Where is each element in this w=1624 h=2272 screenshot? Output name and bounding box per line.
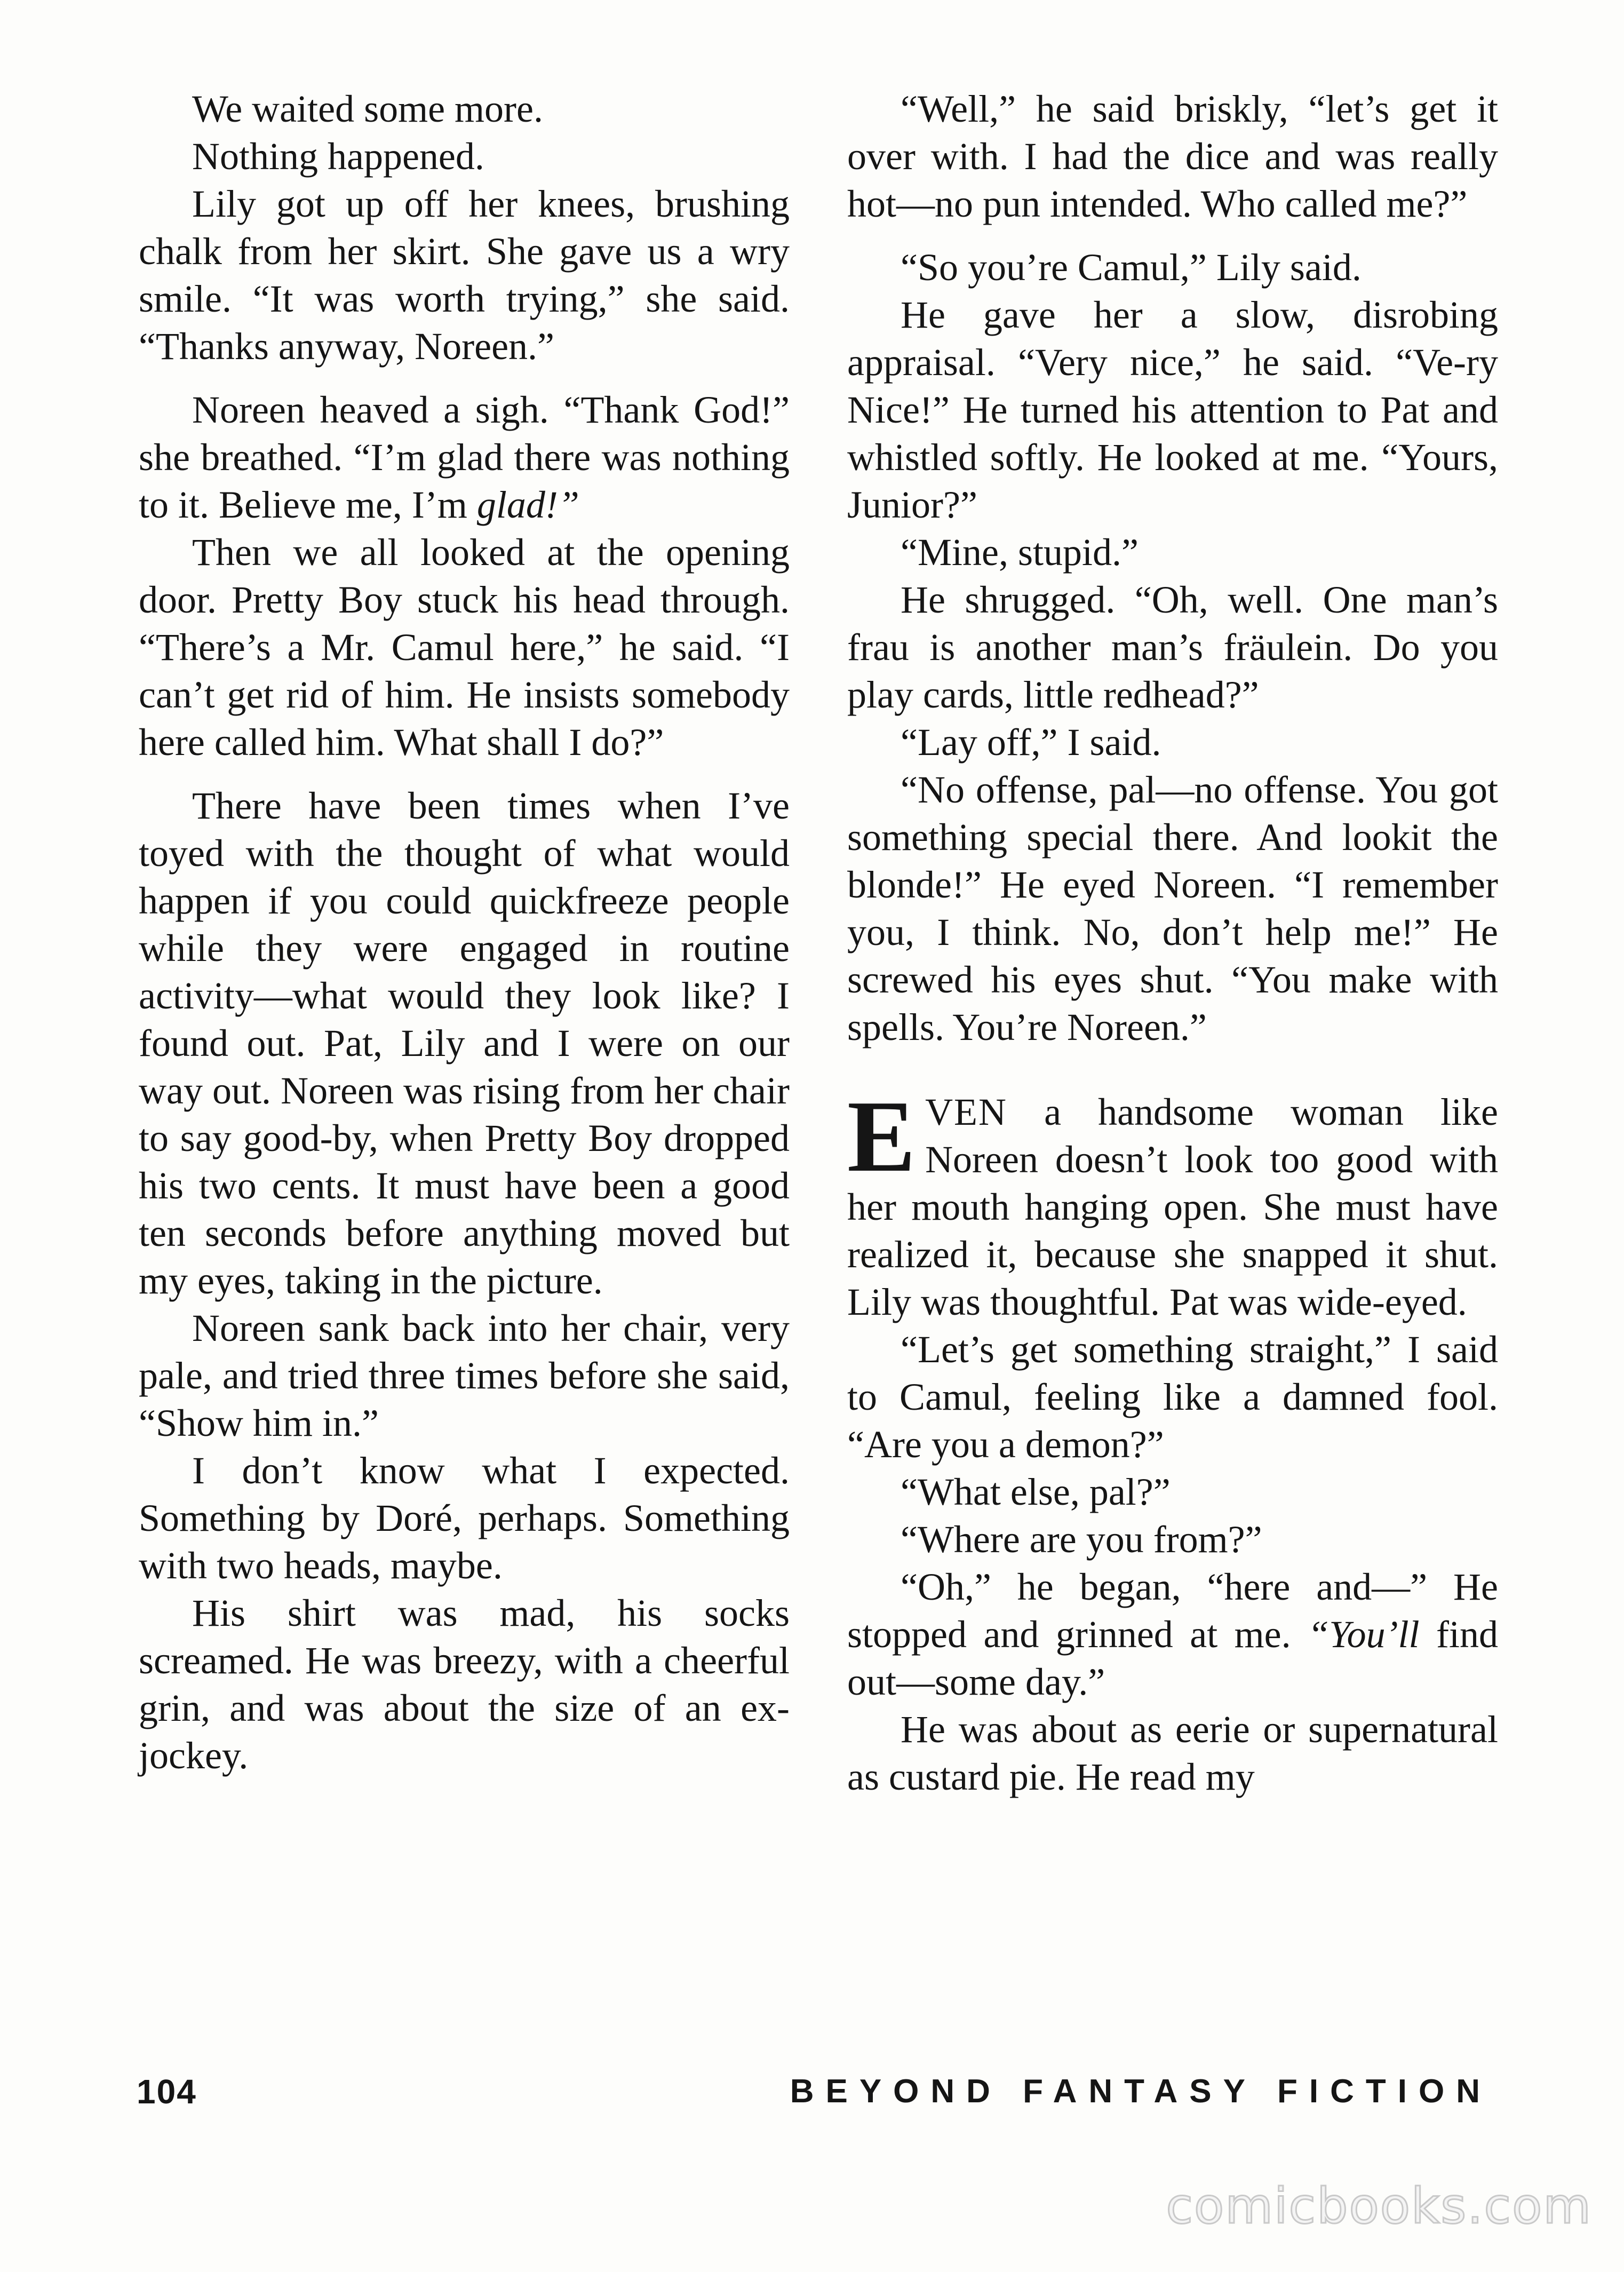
paragraph: Nothing happened. (192, 135, 484, 178)
paragraph-text: Noreen heaved a sigh. “Thank God!” she breathed. “I’m glad there was nothing to it. Believe me, I’m (139, 388, 790, 526)
paragraph: “Lay off,” I said. (901, 721, 1161, 764)
paragraph-text: a handsome woman like Noreen doesn’t look too good with her mouth hanging open. She must have realized it, because she snapped it shut. Lily was thoughtful. Pat was wide-eyed. (847, 1091, 1498, 1323)
paragraph (847, 1563, 1498, 1706)
paragraph: He was about as eerie or supernatural as custard pie. He read my (847, 1708, 1498, 1798)
paragraph (139, 386, 790, 529)
paragraph: Then we all looked at the opening door. Pretty Boy stuck his head through. “There’s a Mr. Camul here,” he said. “I can’t get rid of him. He insists somebody here called him. What shall I do?” (139, 531, 790, 764)
paragraph: I don’t know what I expected. Something by Doré, perhaps. Something with two heads, maybe. (139, 1449, 790, 1587)
paragraph: “Mine, stupid.” (901, 531, 1139, 574)
opening-word-rest: VEN (925, 1091, 1008, 1133)
section-opening-paragraph (847, 1079, 1498, 1326)
paragraph: “So you’re Camul,” Lily said. (901, 246, 1362, 289)
section-break (847, 1051, 1498, 1089)
paragraph: His shirt was mad, his socks screamed. He was breezy, with a cheerful grin, and was about the size of an ex-jockey. (139, 1592, 790, 1777)
right-text-column (847, 85, 1498, 1801)
paragraph: “No offense, pal—no offense. You got something special there. And lookit the blonde!” He eyed Noreen. “I remember you, I think. No, don’t help me!” He screwed his eyes shut. “You make with spells. You’re Noreen.” (847, 768, 1498, 1048)
paragraph: Lily got up off her knees, brushing chalk from her skirt. She gave us a wry smile. “It was worth trying,” she said. “Thanks anyway, Noreen.” (139, 182, 790, 368)
paragraph: We waited some more. (192, 88, 543, 130)
paragraph: He shrugged. “Oh, well. One man’s frau is another man’s fräulein. Do you play cards, little redhead?” (847, 578, 1498, 716)
paragraph-text: “Oh,” he began, “here and—” He stopped and grinned at me. (847, 1566, 1498, 1656)
emphasized-word: “You’ll (1308, 1613, 1420, 1656)
drop-cap-letter: E (847, 1079, 916, 1193)
left-text-column (139, 85, 790, 1780)
paragraph-text: find out—some day.” (847, 1613, 1499, 1703)
paragraph: Noreen sank back into her chair, very pale, and tried three times before she said, “Show him in.” (139, 1307, 790, 1444)
watermark-logo: comicbooks.com (1166, 2178, 1592, 2235)
emphasized-word: glad!” (476, 483, 579, 526)
paragraph: “What else, pal?” (901, 1471, 1171, 1513)
paragraph: “Let’s get something straight,” I said to Camul, feeling like a damned fool. “Are you a demon?” (847, 1328, 1498, 1466)
paragraph: “Well,” he said briskly, “let’s get it over with. I had the dice and was really hot—no pun intended. Who called me?” (847, 88, 1498, 225)
page-number: 104 (137, 2072, 197, 2111)
paragraph: He gave her a slow, disrobing appraisal. “Very nice,” he said. “Ve-ry Nice!” He turned his attention to Pat and whistled softly. He looked at me. “Yours, Junior?” (847, 293, 1498, 526)
running-title: BEYOND FANTASY FICTION (790, 2073, 1492, 2110)
page-footer (137, 2070, 1492, 2113)
paragraph: There have been times when I’ve toyed with the thought of what would happen if you could quickfreeze people while they were engaged in routine activity—what would they look like? I found out. Pat, Lily and I were on our way out. Noreen was rising from her chair to say good-by, when Pretty Boy dropped his two cents. It must have been a good ten seconds before anything moved but my eyes, taking in the picture. (139, 784, 790, 1302)
paragraph: “Where are you from?” (901, 1518, 1262, 1561)
